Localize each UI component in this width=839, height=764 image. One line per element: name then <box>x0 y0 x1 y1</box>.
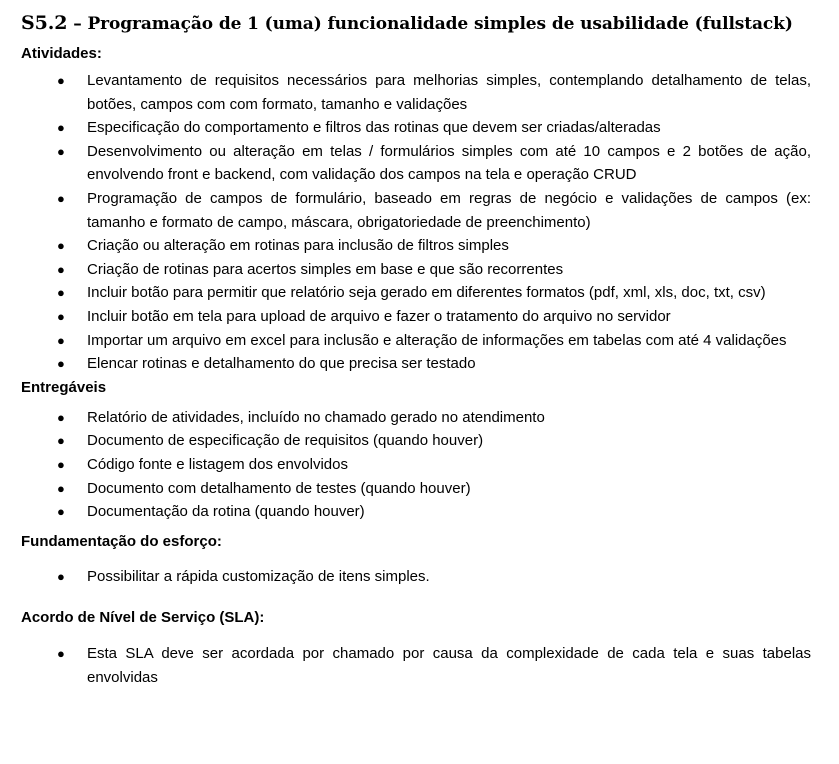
list-item-text: Incluir botão em tela para upload de arquivo e fazer o tratamento do arquivo no servidor <box>87 307 671 325</box>
list-item <box>21 187 811 234</box>
bullet-icon: ● <box>57 568 65 584</box>
list-item <box>21 453 811 477</box>
bullet-icon: ● <box>57 120 65 136</box>
list-item-text: Elencar rotinas e detalhamento do que precisa ser testado <box>87 355 476 373</box>
sla-heading: Acordo de Nível de Serviço (SLA): <box>21 609 265 627</box>
bullet-icon: ● <box>57 143 65 159</box>
list-item-text: Desenvolvimento ou alteração em telas / formulários simples com até 10 campos e 2 botões de ação, envolvendo front e backend, com validação dos campos na tela e operação CRUD <box>87 142 811 184</box>
list-item-text: Possibilitar a rápida customização de itens simples. <box>87 567 430 585</box>
list-item-text: Documento de especificação de requisitos (quando houver) <box>87 432 484 450</box>
bullet-icon: ● <box>57 433 65 449</box>
list-item-text: Esta SLA deve ser acordada por chamado por causa da complexidade de cada tela e suas tabelas envolvidas <box>87 645 811 686</box>
list-item <box>21 305 811 329</box>
list-item-text: Levantamento de requisitos necessários para melhorias simples, contemplando detalhamento de telas, botões, campos com com formato, tamanho e validações <box>87 72 811 113</box>
bullet-icon: ● <box>57 646 65 662</box>
list-item <box>21 642 811 689</box>
bullet-icon: ● <box>57 456 65 472</box>
list-item-text: Programação de campos de formulário, baseado em regras de negócio e validações de campos (ex: tamanho e formato de campo, máscara, obrigatoriedade de preenchimento) <box>87 189 811 231</box>
section-separator: – <box>73 14 82 34</box>
bullet-icon: ● <box>57 308 65 324</box>
list-item-text: Código fonte e listagem dos envolvidos <box>87 455 348 473</box>
section-title-text: Programação de 1 (uma) funcionalidade simples de usabilidade (fullstack) <box>87 14 793 34</box>
section-title <box>21 10 811 37</box>
bullet-icon: ● <box>57 285 65 301</box>
bullet-icon: ● <box>57 190 65 206</box>
section-code: S5.2 <box>21 12 68 34</box>
list-item-text: Importar um arquivo em excel para inclusão e alteração de informações em tabelas com até 4 validações <box>87 331 787 349</box>
bullet-icon: ● <box>57 238 65 254</box>
atividades-list <box>21 69 811 376</box>
atividades-heading: Atividades: <box>21 45 102 62</box>
list-item-text: Incluir botão para permitir que relatório seja gerado em diferentes formatos (pdf, xml, xls, doc, txt, csv) <box>87 284 766 302</box>
entregaveis-heading: Entregáveis <box>21 378 107 396</box>
list-item <box>21 234 811 258</box>
list-item <box>21 477 811 501</box>
list-item-text: Documentação da rotina (quando houver) <box>87 503 365 521</box>
list-item <box>21 352 811 376</box>
entregaveis-list <box>21 406 811 524</box>
list-item <box>21 69 811 116</box>
list-item-text: Criação ou alteração em rotinas para inclusão de filtros simples <box>87 237 509 255</box>
sla-list <box>21 642 811 689</box>
list-item-text: Documento com detalhamento de testes (quando houver) <box>87 479 471 497</box>
fundamentacao-list <box>21 565 811 589</box>
list-item <box>21 258 811 282</box>
list-item <box>21 281 811 305</box>
list-item <box>21 116 811 140</box>
bullet-icon: ● <box>57 73 65 88</box>
bullet-icon: ● <box>57 356 65 372</box>
list-item <box>21 140 811 187</box>
bullet-icon: ● <box>57 332 65 348</box>
list-item-text: Relatório de atividades, incluído no chamado gerado no atendimento <box>87 408 545 426</box>
bullet-icon: ● <box>57 261 65 277</box>
list-item <box>21 329 811 353</box>
fundamentacao-heading: Fundamentação do esforço: <box>21 532 222 550</box>
list-item <box>21 500 811 524</box>
list-item-text: Criação de rotinas para acertos simples em base e que são recorrentes <box>87 260 564 278</box>
list-item <box>21 406 811 430</box>
list-item-text: Especificação do comportamento e filtros das rotinas que devem ser criadas/alteradas <box>87 119 661 137</box>
bullet-icon: ● <box>57 504 65 520</box>
bullet-icon: ● <box>57 409 65 425</box>
list-item <box>21 565 811 589</box>
list-item <box>21 429 811 453</box>
bullet-icon: ● <box>57 480 65 496</box>
